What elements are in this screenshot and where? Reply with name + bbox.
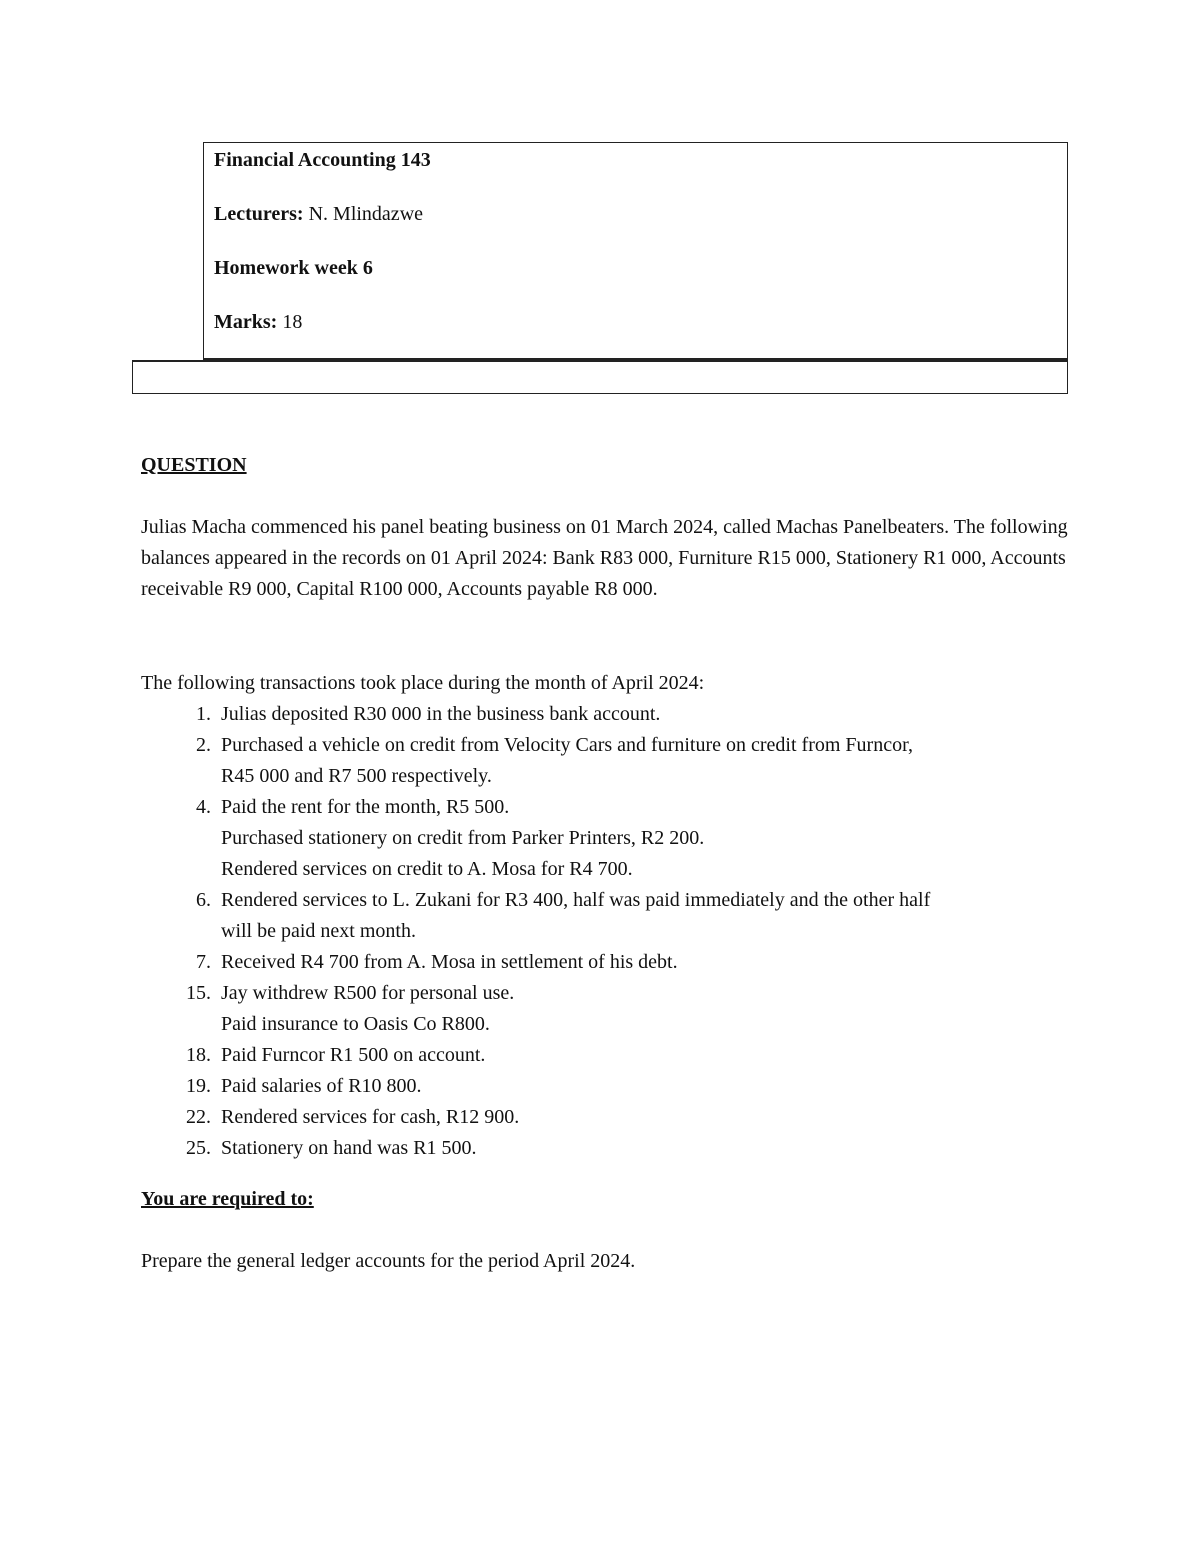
transaction-text: Stationery on hand was R1 500.: [221, 1137, 477, 1159]
transaction-number: [141, 947, 211, 978]
transactions-list: [141, 699, 1071, 1164]
transaction-number: [141, 978, 211, 1040]
course-title: [214, 148, 431, 172]
transaction-item: [141, 885, 1071, 947]
lecturers-value: N. Mlindazwe: [308, 203, 424, 225]
transaction-number-text: 1.: [196, 703, 211, 725]
question-intro: Julias Macha commenced his panel beating business on 01 March 2024, called Machas Panelbeaters. The following balances appeared in the records on 01 April 2024: Bank R83 000, Furniture R15 000, Stationery R1 000, Accounts receivable R9 000, Capital R100 000, Accounts payable R8 000.: [141, 516, 1068, 600]
homework-line: [214, 256, 373, 280]
transaction-text: Purchased a vehicle on credit from Velocity Cars and furniture on credit from Furncor, R45 000 and R7 500 respectively.: [221, 734, 913, 787]
transaction-item: [141, 792, 1071, 885]
transaction-text: Paid the rent for the month, R5 500. Purchased stationery on credit from Parker Printers, R2 200. Rendered services on credit to A. Mosa for R4 700.: [221, 796, 705, 880]
transaction-number: [141, 1102, 211, 1133]
transaction-text: Rendered services to L. Zukani for R3 400, half was paid immediately and the other half will be paid next month.: [221, 889, 931, 942]
transaction-text: Julias deposited R30 000 in the business bank account.: [221, 703, 661, 725]
transaction-number: [141, 1071, 211, 1102]
transaction-item: [141, 1040, 1071, 1071]
transaction-number: [141, 792, 211, 885]
transaction-number-text: 22.: [186, 1106, 211, 1128]
marks-label: Marks:: [214, 311, 278, 333]
marks-line: [214, 310, 302, 334]
transaction-number-text: 6.: [196, 889, 211, 911]
transaction-number-text: 19.: [186, 1075, 211, 1097]
marks-value: 18: [282, 311, 303, 333]
course-title-text: Financial Accounting 143: [214, 149, 431, 171]
transaction-number-text: 18.: [186, 1044, 211, 1066]
transaction-number: [141, 1040, 211, 1071]
transaction-number-text: 7.: [196, 951, 211, 973]
homework-title: Homework week 6: [214, 257, 373, 279]
transaction-text: Paid Furncor R1 500 on account.: [221, 1044, 486, 1066]
transaction-item: [141, 699, 1071, 730]
transaction-item: [141, 978, 1071, 1040]
transaction-number: [141, 730, 211, 792]
transaction-number-text: 25.: [186, 1137, 211, 1159]
transaction-text: Rendered services for cash, R12 900.: [221, 1106, 520, 1128]
transaction-number-text: 2.: [196, 734, 211, 756]
transaction-item: [141, 947, 1071, 978]
transaction-text: Paid salaries of R10 800.: [221, 1075, 422, 1097]
transaction-text: Jay withdrew R500 for personal use. Paid insurance to Oasis Co R800.: [221, 982, 515, 1035]
lecturers-label: Lecturers:: [214, 203, 304, 225]
transaction-item: [141, 1133, 1071, 1164]
transaction-number: [141, 885, 211, 947]
required-heading: You are required to:: [141, 1188, 314, 1210]
transaction-number: [141, 1133, 211, 1164]
required-text: Prepare the general ledger accounts for the period April 2024.: [141, 1250, 636, 1272]
transaction-item: [141, 730, 1071, 792]
course-info-box: [203, 142, 1068, 360]
transaction-number-text: 4.: [196, 796, 211, 818]
question-heading: QUESTION: [141, 454, 247, 476]
lecturers-line: [214, 202, 423, 226]
empty-table-row: [132, 360, 1068, 394]
transaction-item: [141, 1071, 1071, 1102]
transaction-number-text: 15.: [186, 982, 211, 1004]
transaction-number: [141, 699, 211, 730]
transaction-text: Received R4 700 from A. Mosa in settlement of his debt.: [221, 951, 678, 973]
transactions-intro: The following transactions took place during the month of April 2024:: [141, 672, 705, 694]
transaction-item: [141, 1102, 1071, 1133]
